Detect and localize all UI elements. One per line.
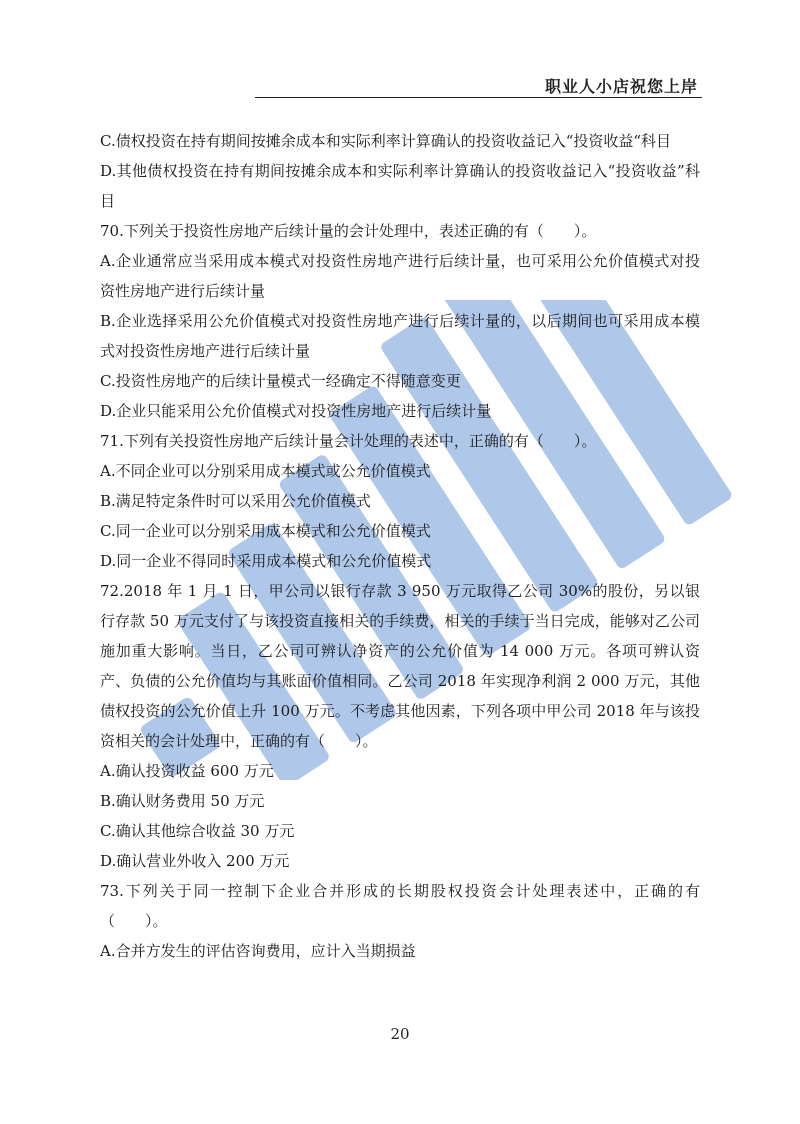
- question-72-option-b: B.确认财务费用 50 万元: [100, 792, 265, 810]
- header-divider: [255, 97, 702, 98]
- question-71: 71.下列有关投资性房地产后续计量会计处理的表述中，正确的有（ ）。: [100, 432, 597, 450]
- question-73: 73.下列关于同一控制下企业合并形成的长期股权投资会计处理表述中，正确的有（ ）。: [100, 882, 700, 930]
- question-71-option-d: D.同一企业不得同时采用成本模式和公允价值模式: [100, 552, 432, 570]
- question-70-option-b: B.企业选择采用公允价值模式对投资性房地产进行后续计量的，以后期间也可采用成本模式对投资性房地产进行后续计量: [100, 312, 700, 360]
- document-body: [100, 126, 700, 966]
- question-70-option-a: A.企业通常应当采用成本模式对投资性房地产进行后续计量，也可采用公允价值模式对投资性房地产进行后续计量: [100, 252, 700, 300]
- page-number: 20: [390, 1025, 410, 1043]
- question-72-option-a: A.确认投资收益 600 万元: [100, 762, 274, 780]
- option-d-other-debt-investment: D.其他债权投资在持有期间按摊余成本和实际利率计算确认的投资收益记入“投资收益”科目: [100, 162, 700, 210]
- question-73-option-a: A.合并方发生的评估咨询费用，应计入当期损益: [100, 942, 416, 960]
- question-71-option-a: A.不同企业可以分别采用成本模式或公允价值模式: [100, 462, 431, 480]
- question-72-option-c: C.确认其他综合收益 30 万元: [100, 822, 295, 840]
- option-c-debt-investment: C.债权投资在持有期间按摊余成本和实际利率计算确认的投资收益记入“投资收益“科目: [100, 132, 672, 150]
- question-72: 72.2018 年 1 月 1 日，甲公司以银行存款 3 950 万元取得乙公司 30%的股份，另以银行存款 50 万元支付了与该投资直接相关的手续费，相关的手续于当日完成，能够对乙公司施加重大影响。当日，乙公司可辨认净资产的公允价值为 14 000 万元。各项可辨认资产、负债的公允价值均与其账面价值相同。乙公司 2018 年实现净利润 2 000 万元，其他债权投资的公允价值上升 100 万元。不考虑其他因素，下列各项中甲公司 2018 年与该投资相关的会计处理中，正确的有（ ）。: [100, 582, 700, 750]
- question-71-option-c: C.同一企业可以分别采用成本模式和公允价值模式: [100, 522, 431, 540]
- question-72-option-d: D.确认营业外收入 200 万元: [100, 852, 290, 870]
- question-70-option-c: C.投资性房地产的后续计量模式一经确定不得随意变更: [100, 372, 461, 390]
- header-title: 职业人小店祝您上岸: [544, 77, 698, 96]
- question-71-option-b: B.满足特定条件时可以采用公允价值模式: [100, 492, 371, 510]
- question-70: 70.下列关于投资性房地产后续计量的会计处理中，表述正确的有（ ）。: [100, 222, 597, 240]
- question-70-option-d: D.企业只能采用公允价值模式对投资性房地产进行后续计量: [100, 402, 492, 420]
